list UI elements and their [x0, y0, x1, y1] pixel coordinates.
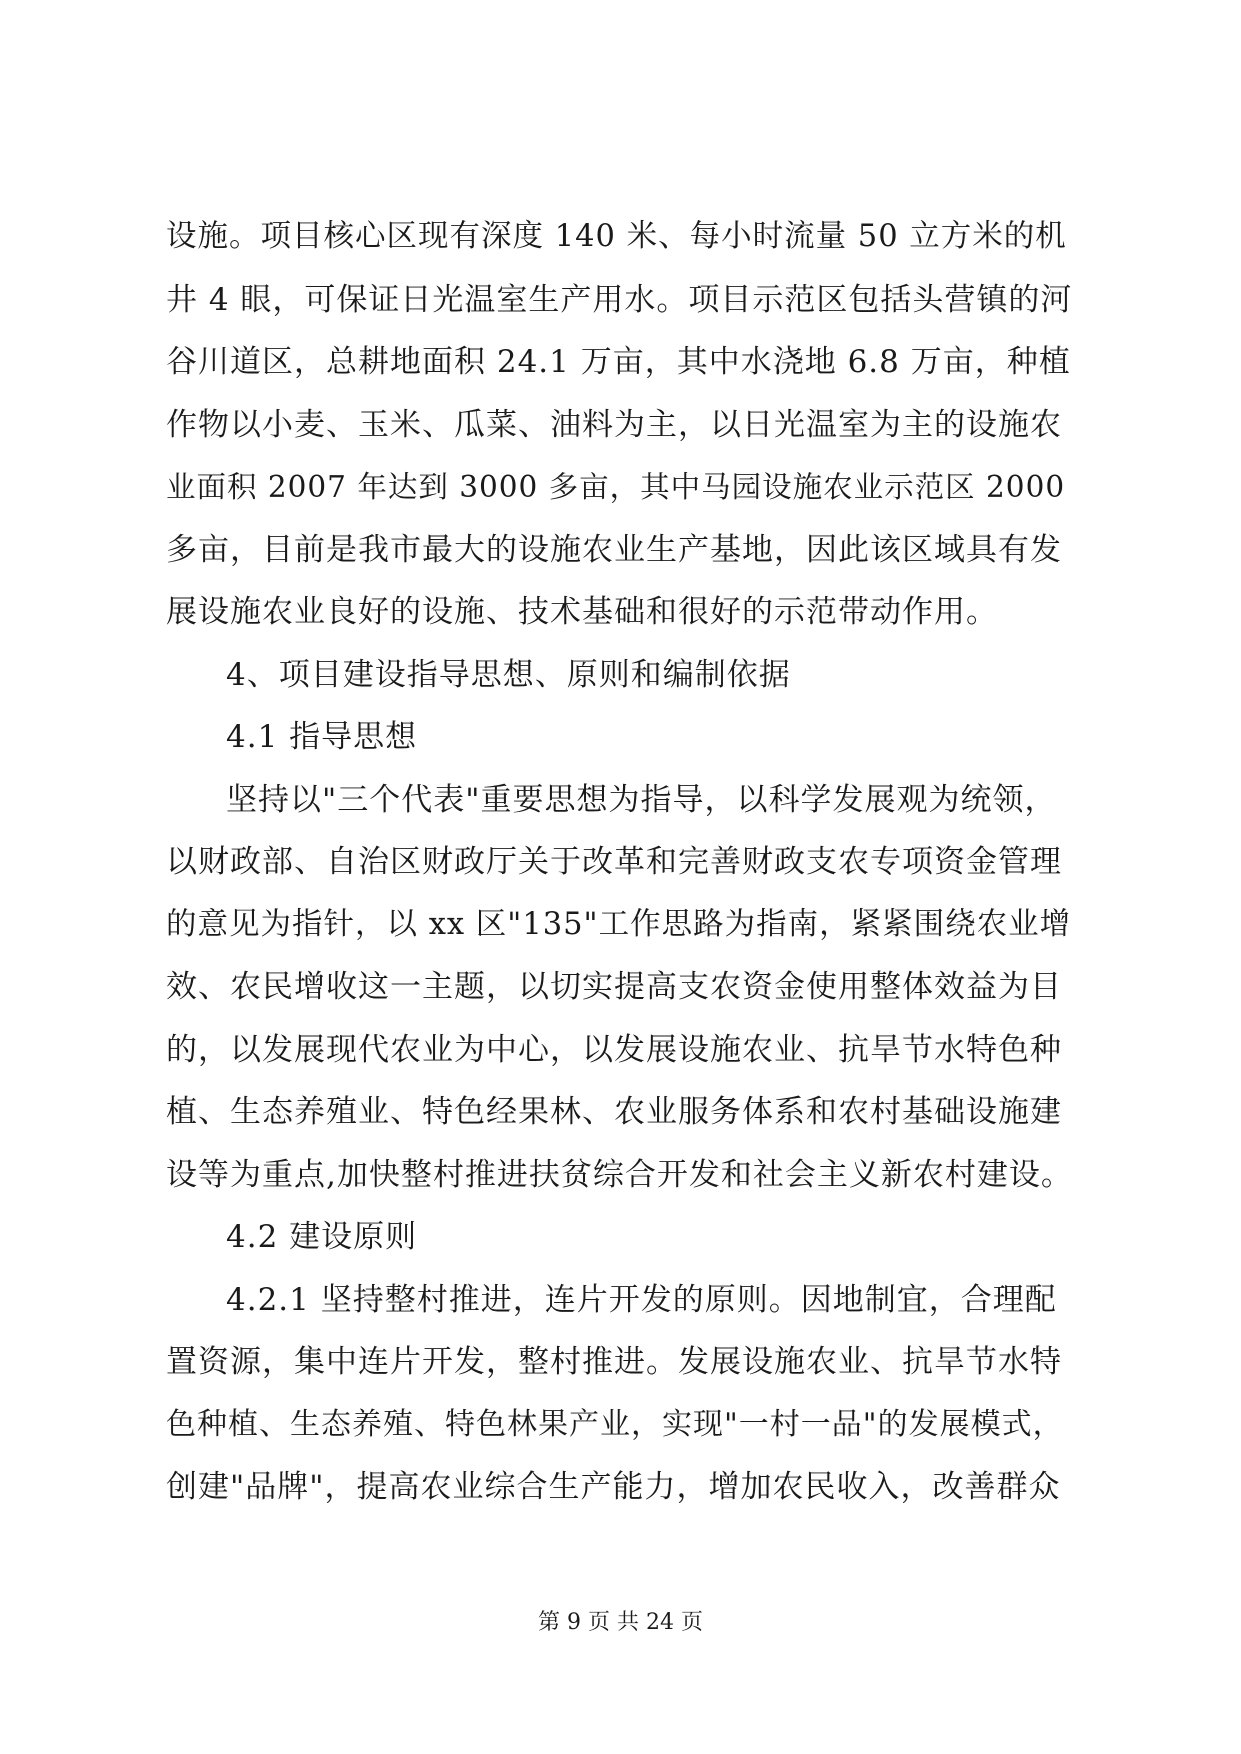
body-text-line: 植、生态养殖业、特色经果林、农业服务体系和农村基础设施建	[166, 1094, 1062, 1130]
body-text-line: 井 4 眼，可保证日光温室生产用水。项目示范区包括头营镇的河	[166, 282, 1073, 318]
body-text-line: 置资源，集中连片开发，整村推进。发展设施农业、抗旱节水特	[166, 1344, 1062, 1380]
body-text-line: 设施。项目核心区现有深度 140 米、每小时流量 50 立方米的机	[166, 219, 1067, 254]
body-text-line: 的意见为指针，以 xx 区"135"工作思路为指南，紧紧围绕农业增	[166, 907, 1072, 942]
body-text-line: 的，以发展现代农业为中心，以发展设施农业、抗旱节水特色种	[166, 1032, 1062, 1068]
section-heading: 4、项目建设指导思想、原则和编制依据	[226, 657, 791, 693]
page-number-footer: 第 9 页 共 24 页	[538, 1610, 703, 1635]
body-text-line: 谷川道区，总耕地面积 24.1 万亩，其中水浇地 6.8 万亩，种植	[166, 344, 1071, 380]
body-text-line: 创建"品牌"，提高农业综合生产能力，增加农民收入，改善群众	[166, 1469, 1061, 1505]
subsection-heading: 4.1 指导思想	[226, 719, 418, 755]
subsection-heading: 4.2 建设原则	[226, 1219, 418, 1255]
body-text-line: 多亩，目前是我市最大的设施农业生产基地，因此该区域具有发	[166, 532, 1062, 568]
body-text-line: 作物以小麦、玉米、瓜菜、油料为主，以日光温室为主的设施农	[166, 407, 1062, 443]
body-text-line: 设等为重点,加快整村推进扶贫综合开发和社会主义新农村建设。	[166, 1157, 1073, 1193]
body-text-line: 色种植、生态养殖、特色林果产业，实现"一村一品"的发展模式，	[166, 1407, 1064, 1442]
body-text-line: 坚持以"三个代表"重要思想为指导，以科学发展观为统领，	[226, 782, 1057, 818]
body-text-line: 以财政部、自治区财政厅关于改革和完善财政支农专项资金管理	[166, 844, 1062, 880]
body-text-line: 4.2.1 坚持整村推进，连片开发的原则。因地制宜，合理配	[226, 1282, 1057, 1318]
body-text-line: 展设施农业良好的设施、技术基础和很好的示范带动作用。	[166, 594, 998, 630]
body-text-line: 业面积 2007 年达到 3000 多亩，其中马园设施农业示范区 2000	[166, 470, 1066, 504]
body-text-line: 效、农民增收这一主题，以切实提高支农资金使用整体效益为目	[166, 969, 1062, 1005]
